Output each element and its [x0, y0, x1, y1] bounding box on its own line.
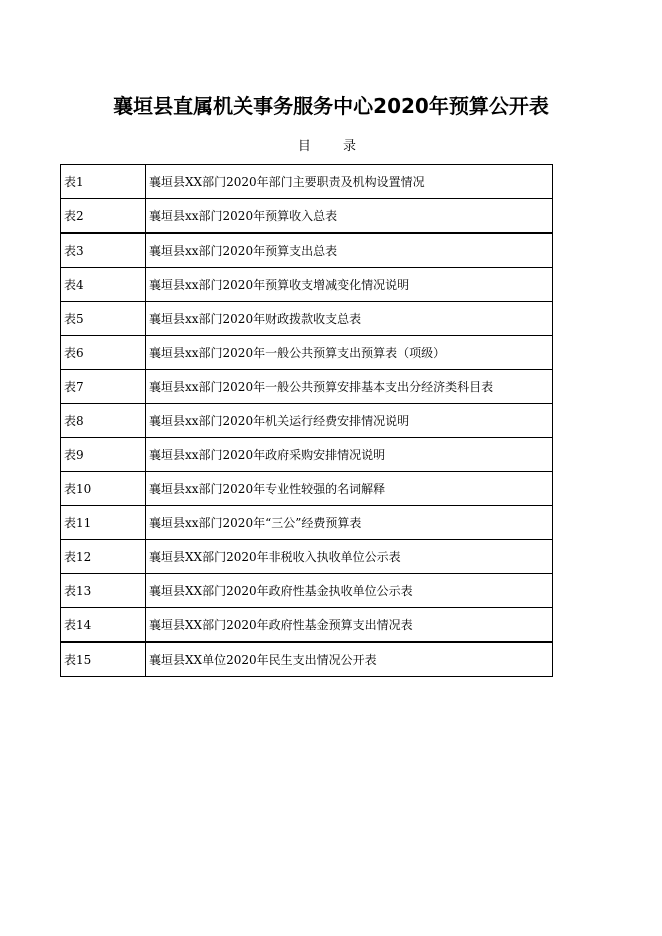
toc-title[interactable]: 襄垣县xx部门2020年专业性较强的名词解释: [146, 472, 553, 506]
toc-number: 表7: [61, 370, 146, 404]
toc-title[interactable]: 襄垣县XX部门2020年政府性基金执收单位公示表: [146, 574, 553, 608]
table-row[interactable]: [61, 199, 553, 234]
table-row[interactable]: [61, 302, 553, 336]
toc-table: [60, 164, 553, 677]
table-row[interactable]: [61, 642, 553, 677]
table-row[interactable]: [61, 472, 553, 506]
toc-title[interactable]: 襄垣县xx部门2020年财政拨款收支总表: [146, 302, 553, 336]
toc-title[interactable]: 襄垣县xx部门2020年一般公共预算安排基本支出分经济类科目表: [146, 370, 553, 404]
table-row[interactable]: [61, 336, 553, 370]
toc-number: 表15: [61, 642, 146, 677]
toc-number: 表8: [61, 404, 146, 438]
toc-number: 表11: [61, 506, 146, 540]
table-row[interactable]: [61, 268, 553, 302]
toc-number: 表13: [61, 574, 146, 608]
toc-title[interactable]: 襄垣县xx部门2020年一般公共预算支出预算表（项级）: [146, 336, 553, 370]
toc-number: 表10: [61, 472, 146, 506]
table-row[interactable]: [61, 574, 553, 608]
toc-number: 表12: [61, 540, 146, 574]
toc-number: 表4: [61, 268, 146, 302]
table-row[interactable]: [61, 438, 553, 472]
toc-title[interactable]: 襄垣县XX单位2020年民生支出情况公开表: [146, 642, 553, 677]
table-row[interactable]: [61, 506, 553, 540]
toc-title[interactable]: 襄垣县xx部门2020年政府采购安排情况说明: [146, 438, 553, 472]
toc-title[interactable]: 襄垣县XX部门2020年政府性基金预算支出情况表: [146, 608, 553, 643]
toc-number: 表14: [61, 608, 146, 643]
table-row[interactable]: [61, 370, 553, 404]
toc-title[interactable]: 襄垣县XX部门2020年非税收入执收单位公示表: [146, 540, 553, 574]
toc-title[interactable]: 襄垣县xx部门2020年预算收支增减变化情况说明: [146, 268, 553, 302]
table-row[interactable]: [61, 404, 553, 438]
toc-number: 表2: [61, 199, 146, 234]
table-row[interactable]: [61, 233, 553, 268]
toc-title[interactable]: 襄垣县xx部门2020年“三公”经费预算表: [146, 506, 553, 540]
table-row[interactable]: [61, 608, 553, 643]
toc-number: 表5: [61, 302, 146, 336]
page-title: 襄垣县直属机关事务服务中心2020年预算公开表: [113, 94, 549, 118]
toc-number: 表9: [61, 438, 146, 472]
toc-title[interactable]: 襄垣县xx部门2020年机关运行经费安排情况说明: [146, 404, 553, 438]
table-row[interactable]: [61, 165, 553, 199]
toc-title[interactable]: 襄垣县xx部门2020年预算收入总表: [146, 199, 553, 234]
toc-number: 表1: [61, 165, 146, 199]
toc-title[interactable]: 襄垣县xx部门2020年预算支出总表: [146, 233, 553, 268]
toc-number: 表3: [61, 233, 146, 268]
toc-title[interactable]: 襄垣县XX部门2020年部门主要职责及机构设置情况: [146, 165, 553, 199]
table-row[interactable]: [61, 540, 553, 574]
toc-number: 表6: [61, 336, 146, 370]
toc-heading: 目 录: [297, 139, 371, 154]
